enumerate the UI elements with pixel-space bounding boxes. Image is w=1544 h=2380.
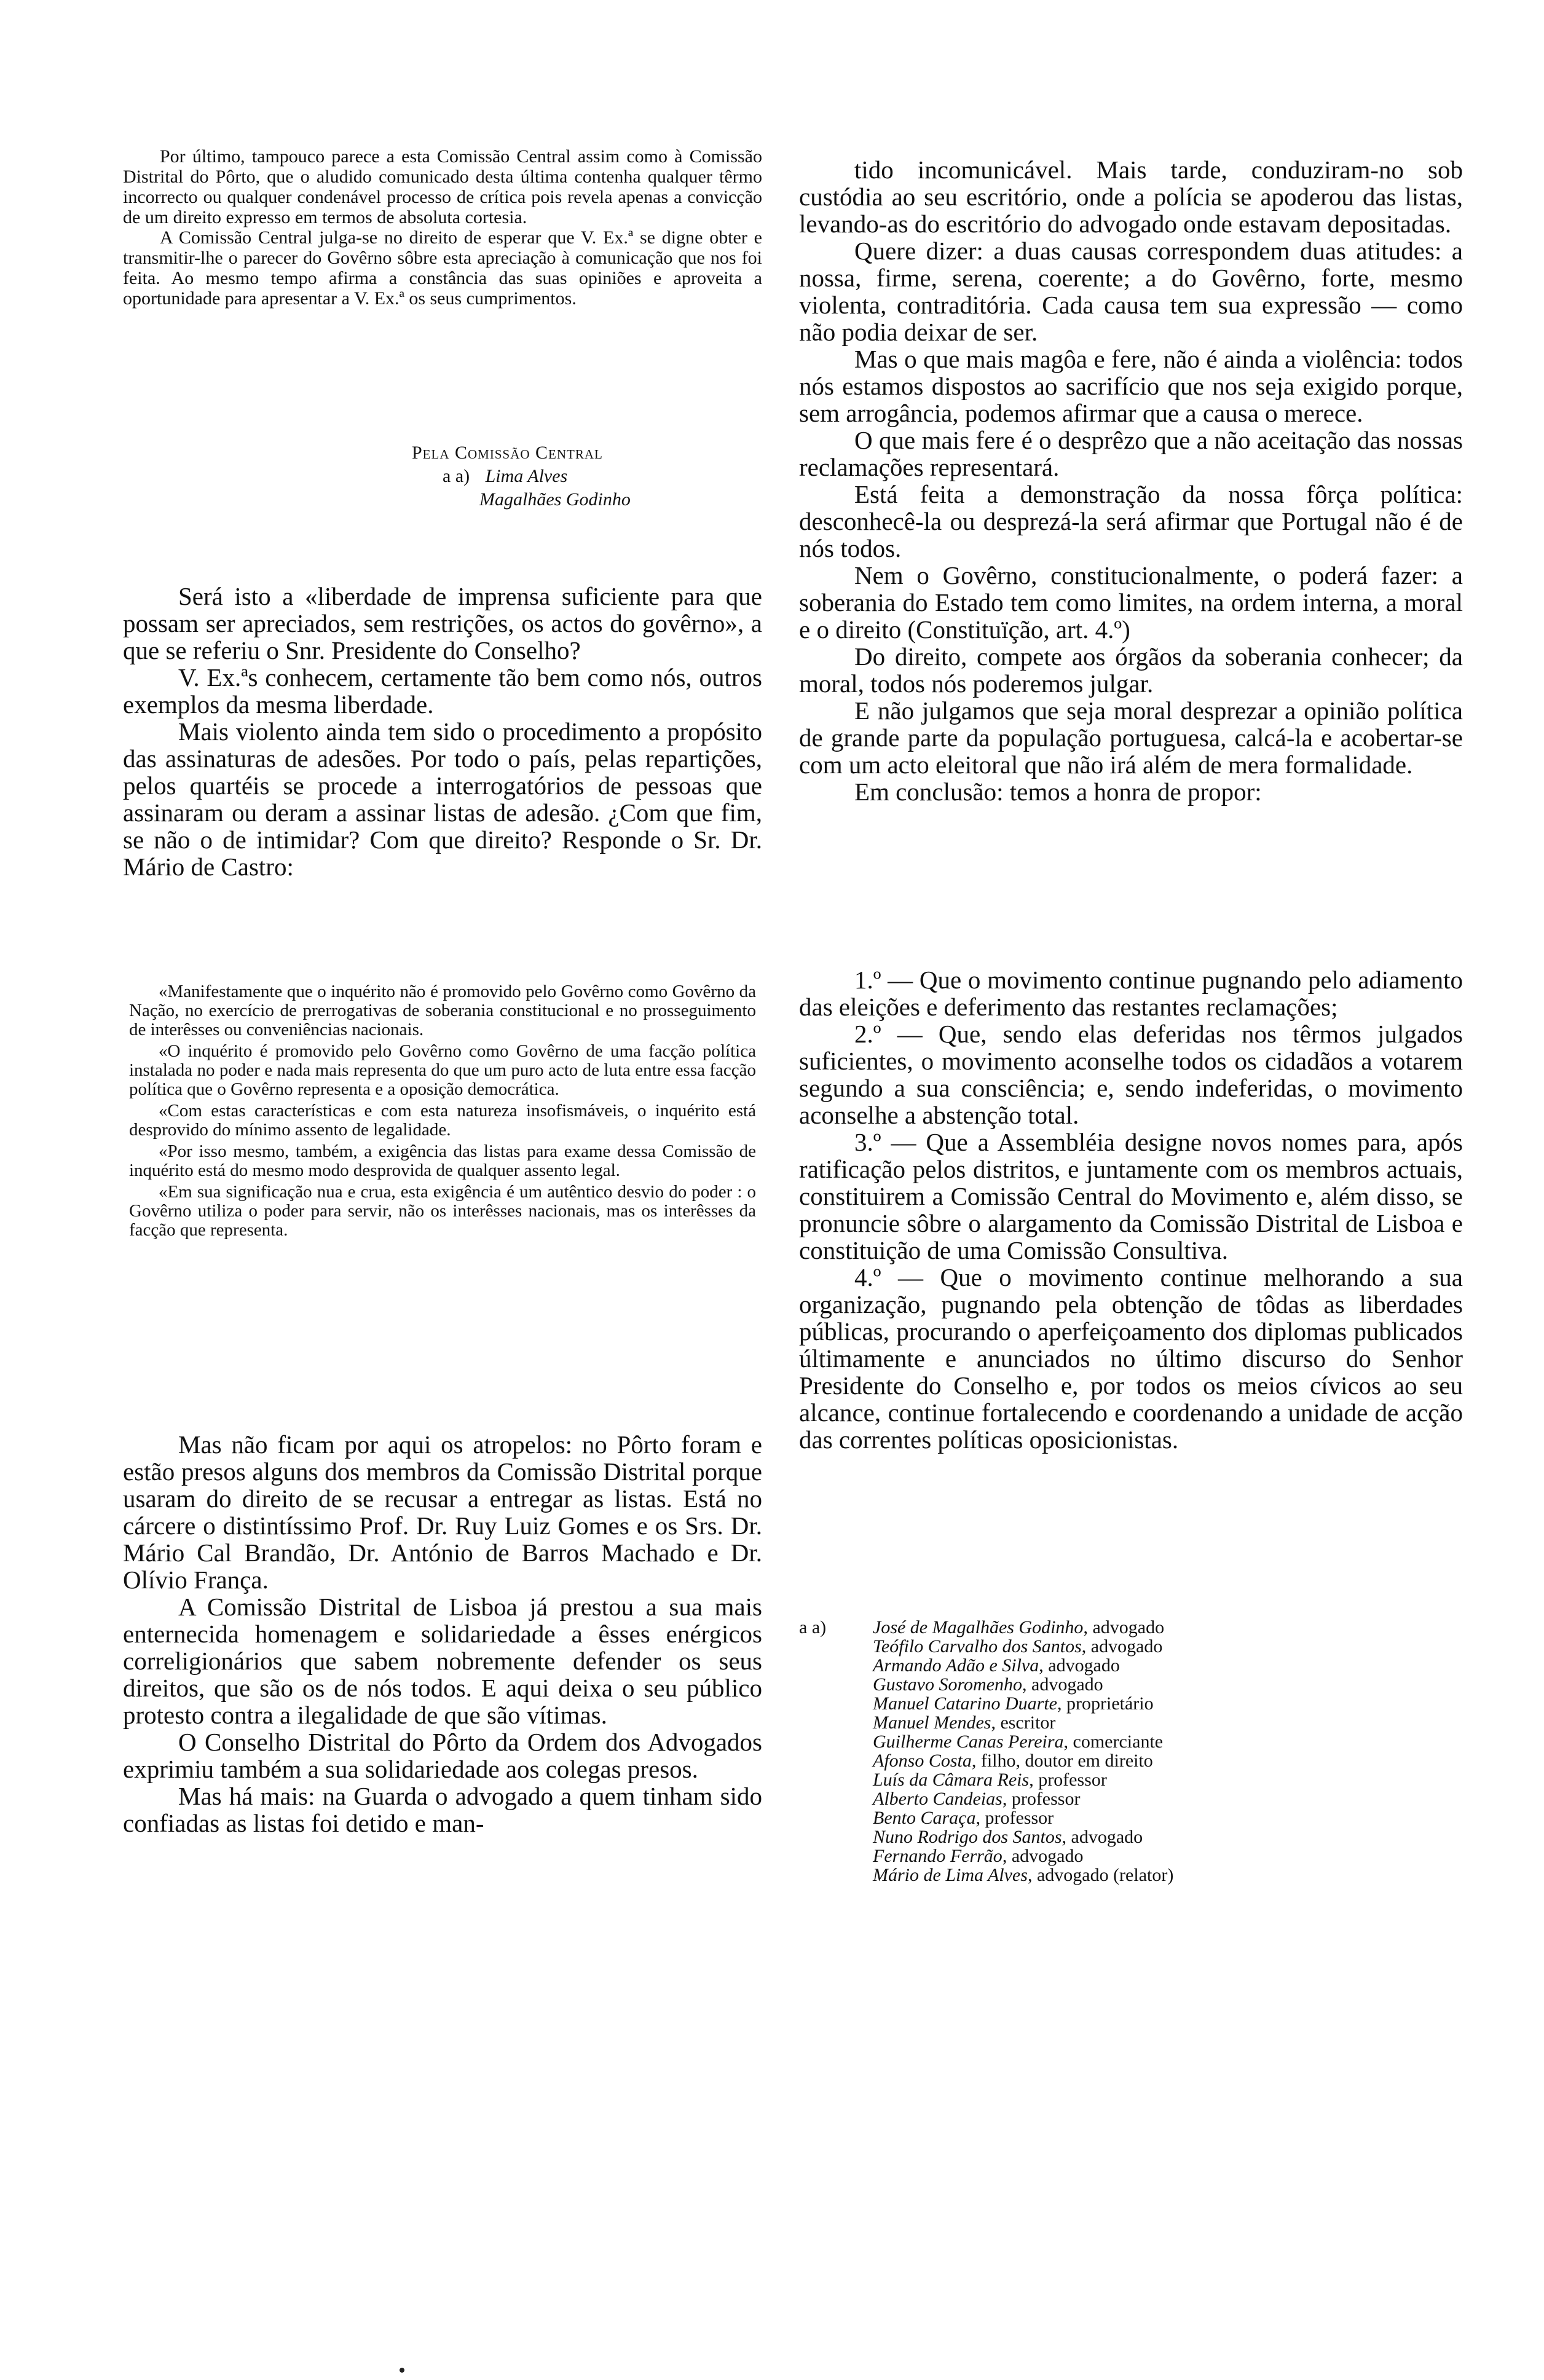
signature-name-2: Magalhães Godinho — [479, 489, 631, 510]
intro-section — [123, 146, 762, 309]
right-paragraph: Mas o que mais magôa e fere, não é ainda a violência: todos nós estamos dispostos ao sacrifício que nos seja exigido porque, sem arrogância, podemos afirmar que a causa o merece. — [799, 345, 1463, 427]
page-mark-dot — [400, 2368, 404, 2373]
signer-row — [799, 1618, 1463, 1637]
proposal-item: 4.º — Que o movimento continue melhorando a sua organização, pugnando pela obtenção de tôdas as liberdades públicas, procurando o aperfeiçoamento dos diplomas publicados últimamente e anunciados no último discurso do Senhor Presidente do Conselho e, por todos os meios cívicos ao seu alcance, continue fortalecendo e coordenando a unidade de acção das correntes políticas oposicionistas. — [799, 1263, 1463, 1454]
proposal-item: 3.º — Que a Assembléia designe novos nomes para, após ratificação pelos distritos, e juntamente com os membros actuais, constituirem a Comissão Central do Movimento e, além disso, se pronuncie sôbre o alargamento da Comissão Distrital de Lisboa e constituição de uma Comissão Consultiva. — [799, 1128, 1463, 1264]
quote-paragraph: «Em sua significação nua e crua, esta exigência é um autêntico desvio do poder : o Govêrno utiliza o poder para servir, não os interêsses nacionais, mas os interêsses da facção que representa. — [129, 1182, 756, 1240]
signer-row — [799, 1808, 1463, 1827]
closing-paragraph: Mas não ficam por aqui os atropelos: no Pôrto foram e estão presos alguns dos membros da Comissão Distrital porque usaram do direito de se recusar a entregar as listas. Está no cárcere o distintíssimo Prof. Dr. Ruy Luiz Gomes e os Srs. Dr. Mário Cal Brandão, Dr. António de Barros Machado e Dr. Olívio França. — [123, 1430, 762, 1594]
right-paragraph: Nem o Govêrno, constitucionalmente, o poderá fazer: a soberania do Estado tem como limites, na ordem interna, a moral e o direito (Constituïção, art. 4.º) — [799, 561, 1463, 644]
signature-name-1: Lima Alves — [485, 466, 568, 486]
signer-row — [799, 1770, 1463, 1789]
signer-row — [799, 1694, 1463, 1713]
signer-row — [799, 1637, 1463, 1656]
signer-row — [799, 1675, 1463, 1694]
signer-row — [799, 1789, 1463, 1808]
signer-role: , filho, doutor em direito — [971, 1751, 1153, 1771]
signer-role: , advogado — [1002, 1846, 1084, 1866]
signers-list — [799, 1618, 1463, 1885]
quote-section — [129, 982, 756, 1242]
signer-name: Guilherme Canas Pereira — [873, 1732, 1064, 1752]
signer-row — [799, 1846, 1463, 1866]
body-paragraph: Será isto a «liberdade de imprensa suficiente para que possam ser apreciados, sem restrições, os actos do govêrno», a que se referiu o Snr. Presidente do Conselho? — [123, 582, 762, 664]
signature-block — [123, 441, 762, 511]
body-section — [123, 583, 762, 880]
right-paragraph: Do direito, compete aos órgãos da soberania conhecer; da moral, todos nós poderemos julgar. — [799, 642, 1463, 698]
closing-paragraph: A Comissão Distrital de Lisboa já prestou a sua mais enternecida homenagem e solidariedade a êsses enérgicos correligionários que sabem nobremente defender os seus direitos, que são os de nós todos. E aqui deixa o seu público protesto contra a ilegalidade de que são vítimas. — [123, 1593, 762, 1729]
proposal-item: 1.º — Que o movimento continue pugnando pelo adiamento das eleições e deferimento das restantes reclamações; — [799, 966, 1463, 1021]
signature-line-1 — [123, 465, 762, 488]
signer-name: Bento Caraça — [873, 1808, 976, 1828]
quote-paragraph: «Manifestamente que o inquérito não é promovido pelo Govêrno como Govêrno da Nação, no exercício de prerrogativas de soberania constitucional e no prosseguimento de interêsses ou conveniências nacionais. — [129, 982, 756, 1039]
signer-row — [799, 1713, 1463, 1732]
proposal-item: 2.º — Que, sendo elas deferidas nos têrmos julgados suficientes, o movimento aconselhe todos os cidadãos a votarem segundo a sua consciência; e, sendo indeferidas, o movimento aconselhe a abstenção total. — [799, 1020, 1463, 1129]
signer-name: Armando Adão e Silva — [873, 1655, 1039, 1676]
signer-name: Teófilo Carvalho dos Santos — [873, 1636, 1082, 1657]
signer-role: , advogado — [1039, 1655, 1120, 1676]
signer-role: , advogado (relator) — [1027, 1865, 1174, 1885]
quote-paragraph: «O inquérito é promovido pelo Govêrno como Govêrno de uma facção política instalada no poder e nada mais representa do que um puro acto de luta entre essa facção política que o Govêrno representa e a oposição democrática. — [129, 1041, 756, 1099]
right-text-section — [799, 156, 1463, 805]
proposals-section — [799, 966, 1463, 1453]
signer-name: Manuel Mendes — [873, 1712, 991, 1733]
quote-paragraph: «Com estas características e com esta natureza insofismáveis, o inquérito está desprovido do mínimo assento de legalidade. — [129, 1101, 756, 1140]
right-paragraph: tido incomunicável. Mais tarde, conduziram-no sob custódia ao seu escritório, onde a polícia se apoderou das listas, levando-as do escritório do advogado onde estavam depositadas. — [799, 156, 1463, 238]
right-paragraph: E não julgamos que seja moral desprezar a opinião política de grande parte da população portuguesa, calcá-la e acobertar-se com um acto eleitoral que não irá além de mera formalidade. — [799, 696, 1463, 779]
signer-name: Mário de Lima Alves — [873, 1865, 1028, 1885]
signer-role: , advogado — [1081, 1636, 1163, 1657]
right-paragraph: Quere dizer: a duas causas correspondem duas atitudes: a nossa, firme, serena, coerente; a do Govêrno, forte, mesmo violenta, contraditória. Cada causa tem sua expressão — como não podia deixar de ser. — [799, 237, 1463, 346]
signer-role: , professor — [1029, 1770, 1107, 1790]
body-paragraph: V. Ex.ªs conhecem, certamente tão bem como nós, outros exemplos da mesma liberdade. — [123, 663, 762, 719]
signer-name: Gustavo Soromenho — [873, 1674, 1023, 1695]
signer-name: Afonso Costa — [873, 1751, 972, 1771]
signer-role: , advogado — [1083, 1617, 1165, 1637]
signer-row — [799, 1751, 1463, 1770]
signer-name: Fernando Ferrão — [873, 1846, 1002, 1866]
signer-name: Nuno Rodrigo dos Santos — [873, 1827, 1062, 1847]
signer-role: , escritor — [991, 1712, 1056, 1733]
signer-row — [799, 1866, 1463, 1885]
signer-role: , professor — [1002, 1789, 1081, 1809]
signer-row — [799, 1732, 1463, 1751]
signer-role: , advogado — [1022, 1674, 1103, 1695]
closing-paragraph: O Conselho Distrital do Pôrto da Ordem dos Advogados exprimiu também a sua solidariedade aos colegas presos. — [123, 1728, 762, 1783]
body-paragraph: Mais violento ainda tem sido o procedimento a propósito das assinaturas de adesões. Por todo o país, pelas repartições, pelos quartéis se procede a interrogatórios de pessoas que assinaram ou deram a assinar listas de adesão. ¿Com que fim, se não o de intimidar? Com que direito? Responde o Sr. Dr. Mário de Castro: — [123, 717, 762, 881]
signer-role: , advogado — [1062, 1827, 1143, 1847]
signer-role: , proprietário — [1057, 1693, 1154, 1714]
right-paragraph: Está feita a demonstração da nossa fôrça política: desconhecê-la ou desprezá-la será afirmar que Portugal não é de nós todos. — [799, 480, 1463, 562]
closing-paragraph: Mas há mais: na Guarda o advogado a quem tinham sido confiadas as listas foi detido e man- — [123, 1782, 762, 1837]
right-paragraph: Em conclusão: temos a honra de propor: — [854, 778, 1262, 806]
intro-paragraph: Por último, tampouco parece a esta Comissão Central assim como à Comissão Distrital do Pôrto, que o aludido comunicado desta última contenha qualquer têrmo incorrecto ou qualquer condenável processo de crítica pois revela apenas a convicção de um direito expresso em termos de absoluta cortesia. — [123, 146, 762, 227]
right-paragraph: O que mais fere é o desprêzo que a não aceitação das nossas reclamações representará. — [799, 426, 1463, 481]
signer-name: Manuel Catarino Duarte — [873, 1693, 1057, 1714]
signers-label: a a) — [799, 1617, 827, 1637]
signer-row — [799, 1656, 1463, 1675]
quote-paragraph: «Por isso mesmo, também, a exigência das listas para exame dessa Comissão de inquérito está do mesmo modo desprovida de qualquer assento legal. — [129, 1141, 756, 1180]
signer-role: , professor — [975, 1808, 1054, 1828]
closing-section — [123, 1431, 762, 1837]
signer-role: , comerciante — [1063, 1732, 1164, 1752]
signer-name: Alberto Candeias — [873, 1789, 1002, 1809]
signer-name: José de Magalhães Godinho — [873, 1617, 1084, 1637]
signature-aa: a a) — [443, 466, 470, 486]
intro-paragraph: A Comissão Central julga-se no direito de esperar que V. Ex.ª se digne obter e transmitir-lhe o parecer do Govêrno sôbre esta apreciação à comunicação que nos foi feita. Ao mesmo tempo afirma a constância das suas opiniões e aproveita a oportunidade para apresentar a V. Ex.ª os seus cumprimentos. — [123, 227, 762, 309]
signer-row — [799, 1827, 1463, 1846]
signer-name: Luís da Câmara Reis — [873, 1770, 1030, 1790]
signature-heading: Pela Comissão Central — [412, 443, 603, 463]
